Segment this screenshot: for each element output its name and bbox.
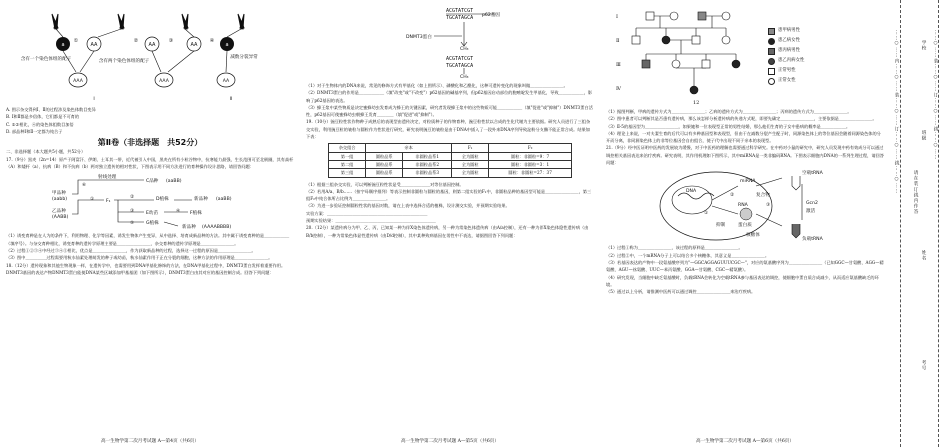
diag-mirna: miRNA: [740, 179, 756, 185]
fig-mark-2: Ⅱ: [229, 97, 233, 102]
binding-line-outer: [938, 0, 939, 447]
q17-stem: 17.（9分）黑麦（2n=14）原产于阿富汗、伊朗、土耳其一带，近代被引入中国，黑麦在所有小粒谷物中，抗寒能力最强，生长范围可至北极圈，其有高杆（A）和矮杆（a）、抗病（B）和不抗病（b）两对独立遗传的相对性状，下图表示用不同方法进行的育种操作设计思路，请回答问题：: [6, 156, 294, 170]
table-cell: 全为圆粒: [452, 160, 489, 168]
ch3-bottom: CH₃: [460, 75, 469, 80]
option-c: C. ①②相比，④的染色体组数目加倍: [6, 121, 74, 127]
q19-stem: 19.（10分）豌豆粒性状作物种子成熟后的表现型由遗传决定，对粒质种子的作物育种，豌豆粒性状以合成的生化代谢为主要依据。研究人员进行了三组杂交实验，利用豌豆粒的皱粒与圆粒作为性状进行研究，研究表明豌豆的皱粒是由于DNA中插入了一段外来DNA序列导致淀粉分支酶不能正常合成。结果如下表：: [306, 119, 591, 140]
q18-part-2: （2）DNMT3蛋白的作用是＿＿＿＿＿＿（填"改变"或"不改变"）p62基因的碱基序列，但p62基因启动部位的胞嘧啶发生甲基化，导致＿＿＿＿＿＿，影响了p62基因的表达。: [306, 90, 593, 103]
legend-item: [768, 56, 804, 66]
q17-part-3: （3）图中＿＿＿＿＿过程需要用秋水仙素处理萌发的种子或幼苗，秋水仙素作用于正在分裂的细胞，这种方法的作用原理是＿＿＿＿＿＿＿＿。: [6, 255, 273, 261]
pedigree-chart: [606, 4, 766, 108]
legend-item: [768, 46, 804, 56]
legend-label: 正常男性: [778, 68, 796, 73]
flow-n2: ②: [130, 195, 135, 201]
flow-n4: ④: [176, 209, 181, 215]
table-cell: 全为圆粒: [452, 169, 489, 177]
q21-stem: 21.（9分）经中医证明中医药的发展较为缓慢，对于中医药的理解也需要通过科学研究。在中药对小鼠的研究中，研究人员发现中药有效成分可以通过调控相关基因表达来治疗疾病。研究表明，其作用机理如下图所示，其中miRNA是一类非编码RNA。下图表示细胞内DNA的一系列生理过程，请回答问题：: [606, 145, 884, 166]
table-row: [329, 169, 572, 177]
q17-part-1: （1）诱变育种是在人为的条件下，利用物理、化学等因素，诱发生物体产生变异，从中选择、培育成新品种的方法。其中属于诱变育种的是＿＿＿＿＿＿（填序号）。与杂交育种相比，诱变育种的遗传学原理主要是＿＿＿＿＿＿＿＿，杂交育种的遗传学原理是＿＿＿＿＿＿＿＿。: [6, 233, 290, 246]
diag-n3: ③: [766, 203, 771, 209]
fig-num-3: ③: [168, 38, 174, 44]
table-cell: 圆粒：非圆粒=27：37: [489, 169, 572, 177]
q19-part-3: （3）为进一步验证控制圆粒性状的基因对数，请在上表中选择合适的植株，设计测交实验，并预期实验结果。: [306, 203, 510, 209]
fig-cell-a2b: a: [225, 42, 229, 48]
fig-res-2: AAA: [159, 79, 169, 84]
q21-part-5: （5）通过以上分析，请推测中医药可以通过调控＿＿＿＿＿＿＿＿来治疗疾病。: [606, 289, 756, 295]
gene-expression-diagram: [606, 166, 884, 244]
binding-text-outer: ……○……装……○……订……○……线……○……: [933, 30, 938, 161]
meiosis-figure: [6, 4, 294, 106]
gen-label-1: Ⅰ: [616, 14, 618, 20]
footer-page-5: 高一生物学第二次月考试题 A—第5页（共6页）: [401, 438, 499, 444]
legend-swatch: [768, 68, 775, 75]
flow-g: G植株: [146, 221, 159, 227]
flow-c1g: (aaBB): [166, 179, 182, 185]
methylation-figure: [306, 4, 594, 82]
q20-part-3: （3）Ⅱ-5的基因型为＿＿＿＿＿＿＿＿，如果她和一位表现型正常的男性结婚，那么他们生育的子女中患病的概率是＿＿＿＿＿＿。: [606, 123, 851, 129]
q19-part-1: （1）根据三组杂交实验，可以判断豌豆粒性状是受＿＿＿＿＿＿＿对等位基因控制。: [306, 181, 464, 187]
table-cell: 非圆粒品系3: [403, 169, 452, 177]
field-id: 考号: [921, 360, 926, 372]
q19-part-4: 实验方案：＿＿＿＿＿＿＿＿＿＿＿＿＿＿＿＿＿＿＿＿＿＿＿＿: [306, 210, 428, 216]
q21-part-3: （3）若基因表达的产物中一段氨基酸序列为"—GGCAGGAGUUUCGC—"，对应的氨基酸序列为＿＿＿＿＿＿＿＿（已知GGC—甘氨酸、AGG—精氨酸、AGU—丝氨酸、UUC—苯丙氨酸、GGA—甘氨酸、CGC—精氨酸）。: [606, 259, 884, 273]
flow-d: D植株: [156, 197, 169, 203]
page-4: [0, 0, 300, 447]
indiv-12-label: 12: [693, 100, 700, 106]
flow-f1: F₁: [106, 199, 111, 205]
q18-part-1: （1）对于生物体内的DNA来说，常见的修饰方式有甲基化（如上图所示）、磷酸化和乙酰化，这种可遗传变化的现象叫做＿＿＿＿＿＿＿＿。: [306, 83, 568, 88]
breeding-flowchart: [6, 170, 294, 232]
table-header: 杂交组合: [329, 144, 366, 152]
page-5: [300, 0, 600, 447]
seq-top-1: ACGTATCGT: [446, 8, 474, 14]
legend-swatch: [768, 78, 775, 85]
q19-part-5: 预期实验结果：＿＿＿＿＿＿＿＿＿＿＿＿＿＿＿＿＿＿＿＿＿＿＿＿: [306, 218, 436, 224]
diag-n2: ②: [730, 193, 735, 199]
table-header: F₁: [452, 144, 489, 152]
legend-item: [768, 76, 804, 86]
flow-e: E幼苗: [146, 211, 159, 217]
fig-cell-b2: AA: [190, 42, 198, 48]
binding-text-inner: ……○……内……○……装……○……订……○……线……○……: [894, 30, 899, 195]
ch3-top: CH₃: [460, 47, 469, 52]
q20-part-1: （1）据图判断，甲病的遗传方式为＿＿＿＿＿＿＿＿；乙病的遗传方式为＿＿＿＿＿＿＿＿；丙病的遗传方式为＿＿＿＿＿＿＿＿。: [606, 109, 852, 114]
table-cell: 第三组: [329, 169, 366, 177]
gen-label-3: Ⅲ: [616, 62, 621, 68]
table-row: [329, 160, 572, 168]
fig-cell-a1: AA: [90, 42, 98, 48]
flow-n5: ⑤: [130, 221, 135, 227]
flow-n3: ③: [130, 209, 135, 215]
table-cell: 全为圆粒: [452, 152, 489, 160]
q20-stem: 20.（12分）某遗传病分为甲、乙、丙，已知某一种为伴X染色体遗传病，另一种为常染色体遗传病（由A/a控制），还有一种为伴X染色体隐性遗传病（由B/b控制），一种为常染色体显性遗传病（由D/d控制），其中某种致病基因在男性中不表达，请据图回答下列问题：: [306, 225, 589, 238]
flow-newp2: 新品种: [182, 225, 196, 231]
table-header-row: [329, 144, 572, 152]
diag-gene: Gcn2: [806, 201, 818, 207]
diag-ribosome: 核糖体: [746, 233, 760, 239]
flow-newp-g: (aaBB): [216, 197, 232, 203]
binding-margin: [890, 0, 950, 447]
q21-part-4: （4）研究发现，当细胞中缺乏氨基酸时，负载tRNA会转化为空载tRNA参与基因表达的调控，使细胞中蛋白质合成减少，从而适应氨基酸缺乏的环境。: [606, 274, 879, 287]
table-header: F₂: [489, 144, 572, 152]
legend-label: 患丙病男性: [778, 48, 800, 53]
fig-num-1: ①: [73, 38, 79, 44]
q17-part-2: （2）过程①②③④中经过③④⑤相比，优点是＿＿＿＿＿＿＿＿，作为获取新品种的过程，选择这一过程的原因是＿＿＿＿＿＿＿＿。: [6, 247, 256, 253]
table-cell: 第二组: [329, 160, 366, 168]
fig-num-2: ②: [133, 38, 139, 44]
legend-item: [768, 66, 804, 76]
diag-suppress: 抑制: [716, 223, 726, 229]
fig-cell-a2: a: [61, 42, 65, 48]
fig-cap-3: 减数分裂异常: [230, 55, 258, 60]
flow-c1: C品种: [146, 179, 159, 185]
option-a: A. 图示杂交得到Ⅰ、Ⅱ的过程涉及染色体数目变异: [6, 107, 96, 112]
seq-bot-1: ACGTATCGT: [446, 56, 474, 62]
diag-empty-trna: 空载tRNA: [802, 171, 823, 177]
legend-swatch: [768, 38, 775, 45]
legend-swatch: [768, 28, 775, 35]
seq-top-2: TGCATAGCA: [446, 15, 474, 21]
pedigree-area: [606, 4, 884, 108]
fig-res-3: AA: [222, 79, 230, 84]
section-note: 二、非选择题（本大题共5小题，共52分）: [6, 149, 86, 155]
fig-mark-1: Ⅰ: [93, 97, 95, 102]
table-cell: 圆粒品系: [366, 160, 403, 168]
enzyme-label: DNMT3蛋白: [406, 35, 432, 40]
section-title: 第Ⅱ卷（非选择题 共52分）: [97, 138, 203, 148]
binding-line-inner: [900, 0, 901, 447]
table-cell: 圆粒品系: [366, 169, 403, 177]
seq-bot-2: TGCATAGCA: [446, 63, 474, 69]
legend-swatch: [768, 48, 775, 55]
diag-n1: ①: [704, 211, 709, 217]
fig-cap-1: 含有一个染色体组的配子: [20, 57, 72, 62]
legend-item: [768, 26, 804, 36]
binding-warning: 请在装订线内作答: [913, 170, 918, 215]
footer-page-4: 高一生物学第二次月考试题 A—第4页（共6页）: [101, 438, 199, 444]
diag-rna: RNA: [738, 203, 748, 209]
flow-start1: 甲品种: [52, 191, 66, 197]
field-school: 学校: [921, 40, 926, 52]
flow-start2: 乙品种: [52, 209, 66, 215]
table-cell: 圆粒：非圆粒=9：7: [489, 152, 572, 160]
table-cell: 圆粒：非圆粒=3：1: [489, 160, 572, 168]
q19-part-2: （2）若用A/a、B/b……（按字母顺序排列）等表示控制非圆粒与圆粒的基因，则第二组实验的F₁中，非圆粒品种的基因型可能是＿＿＿＿＿＿＿＿，第三组F₂中纯合体所占比例为＿＿＿＿＿＿＿＿。: [306, 188, 592, 202]
flow-f: F植株: [190, 211, 202, 217]
fig-res-1: AAA: [73, 79, 83, 84]
flow-rad: 射线处理: [98, 175, 117, 181]
footer-page-6: 高一生物学第二次月考试题 A—第6页（共6页）: [696, 438, 794, 444]
diag-protein: 蛋白质: [738, 223, 752, 229]
q21-part-2: （2）过程②中，一个mRNA分子上可以结合多个核糖体，其意义是＿＿＿＿＿＿＿＿。: [606, 252, 770, 258]
diag-active: 激活: [806, 209, 816, 215]
option-b: B. Ⅰ和Ⅱ都是多倍体，它们都是不可育的: [6, 114, 80, 120]
flow-n6: ⑥: [82, 183, 87, 189]
flow-start2-g: (AABB): [52, 215, 69, 221]
diag-dna: DNA: [686, 189, 697, 195]
q18-stem: 18.（12分）遗传现象和其他生物现象一样，在遗传学中，也需要用到DNA甲基化修饰的方法，在DNA甲基化过程中，DNMT3蛋白发挥着重要作用。DNMT3基因的表达产物DNMT3蛋白能使DNA某些区域添加甲基基团（如下图所示），DNMT3蛋白由其对应的基因控制合成。回答下列问题：: [6, 262, 286, 275]
table-header: 亲本: [366, 144, 452, 152]
flow-newp2-g: (AAAABBBB): [202, 225, 232, 231]
flow-n1: ①: [90, 197, 95, 203]
fig-num-4: ④: [209, 38, 215, 44]
gen-label-2: Ⅱ: [616, 38, 620, 44]
flow-newp: 新品种: [194, 197, 208, 203]
page-6: [600, 0, 890, 447]
fig-cell-b1: AA: [148, 42, 156, 48]
legend-label: 患乙丙病女性: [778, 58, 805, 63]
table-row: [329, 152, 572, 160]
q21-part-1: （1）过程①称为＿＿＿＿＿＿＿＿，该过程的原料是＿＿＿＿＿＿＿＿。: [606, 245, 743, 251]
table-cell: 非圆粒品系2: [403, 160, 452, 168]
q20-part-4: （4）理论上来说，一对夫妻生育的后代可以有多种基因型和表现型，但由于在减数分裂产生配子时，同源染色体上的等位基因会随着同源染色体的分开而分离，非同源染色体上的非等位基因会自由组合，使子代中出现不同于亲本的表现型。: [606, 130, 881, 144]
gen-label-4: Ⅳ: [616, 86, 621, 92]
legend-label: 患甲病男性: [778, 28, 800, 33]
legend-label: 正常女性: [778, 78, 796, 83]
cross-table: [328, 143, 572, 177]
flow-start1-g: (aabb): [52, 197, 68, 203]
legend-swatch: [768, 58, 775, 65]
fig-cap-2: 含有两个染色体组的配子: [98, 59, 150, 64]
q18-part-3: （3）蜂王浆中某些物质是决定蜜蜂幼虫发育成为蜂王的关键因素，研究者发现蜂王浆中的这些物质可能＿＿＿＿＿＿（填"促进"或"抑制"）DNMT3蛋白活性，p62基因可使蜜蜂幼虫朝蜂王发育＿＿＿＿（填"促进"或"抑制"）。: [306, 104, 593, 118]
table-cell: 非圆粒品系1: [403, 152, 452, 160]
field-name: 姓名: [921, 250, 926, 262]
option-d: D. 部品种Ⅰ和Ⅱ一定都为纯合子: [6, 128, 63, 134]
table-cell: 第一组: [329, 152, 366, 160]
legend-item: [768, 36, 804, 46]
field-class: 班级: [921, 130, 926, 142]
q20-part-2: （2）图中患者可以判断其是否患有遗传病，那么该怎样分析遗传病的传递方式呢，即要先确定＿＿＿＿＿＿＿＿，主要依据是＿＿＿＿＿＿＿＿。: [606, 116, 877, 122]
gene-label: p62基因: [482, 13, 500, 18]
diag-loaded-trna: 负载tRNA: [802, 237, 823, 243]
pedigree-legend: [768, 26, 804, 86]
diag-complex: 复合物: [756, 193, 770, 199]
legend-label: 患乙病女性: [778, 38, 800, 43]
table-cell: 圆粒品系: [366, 152, 403, 160]
